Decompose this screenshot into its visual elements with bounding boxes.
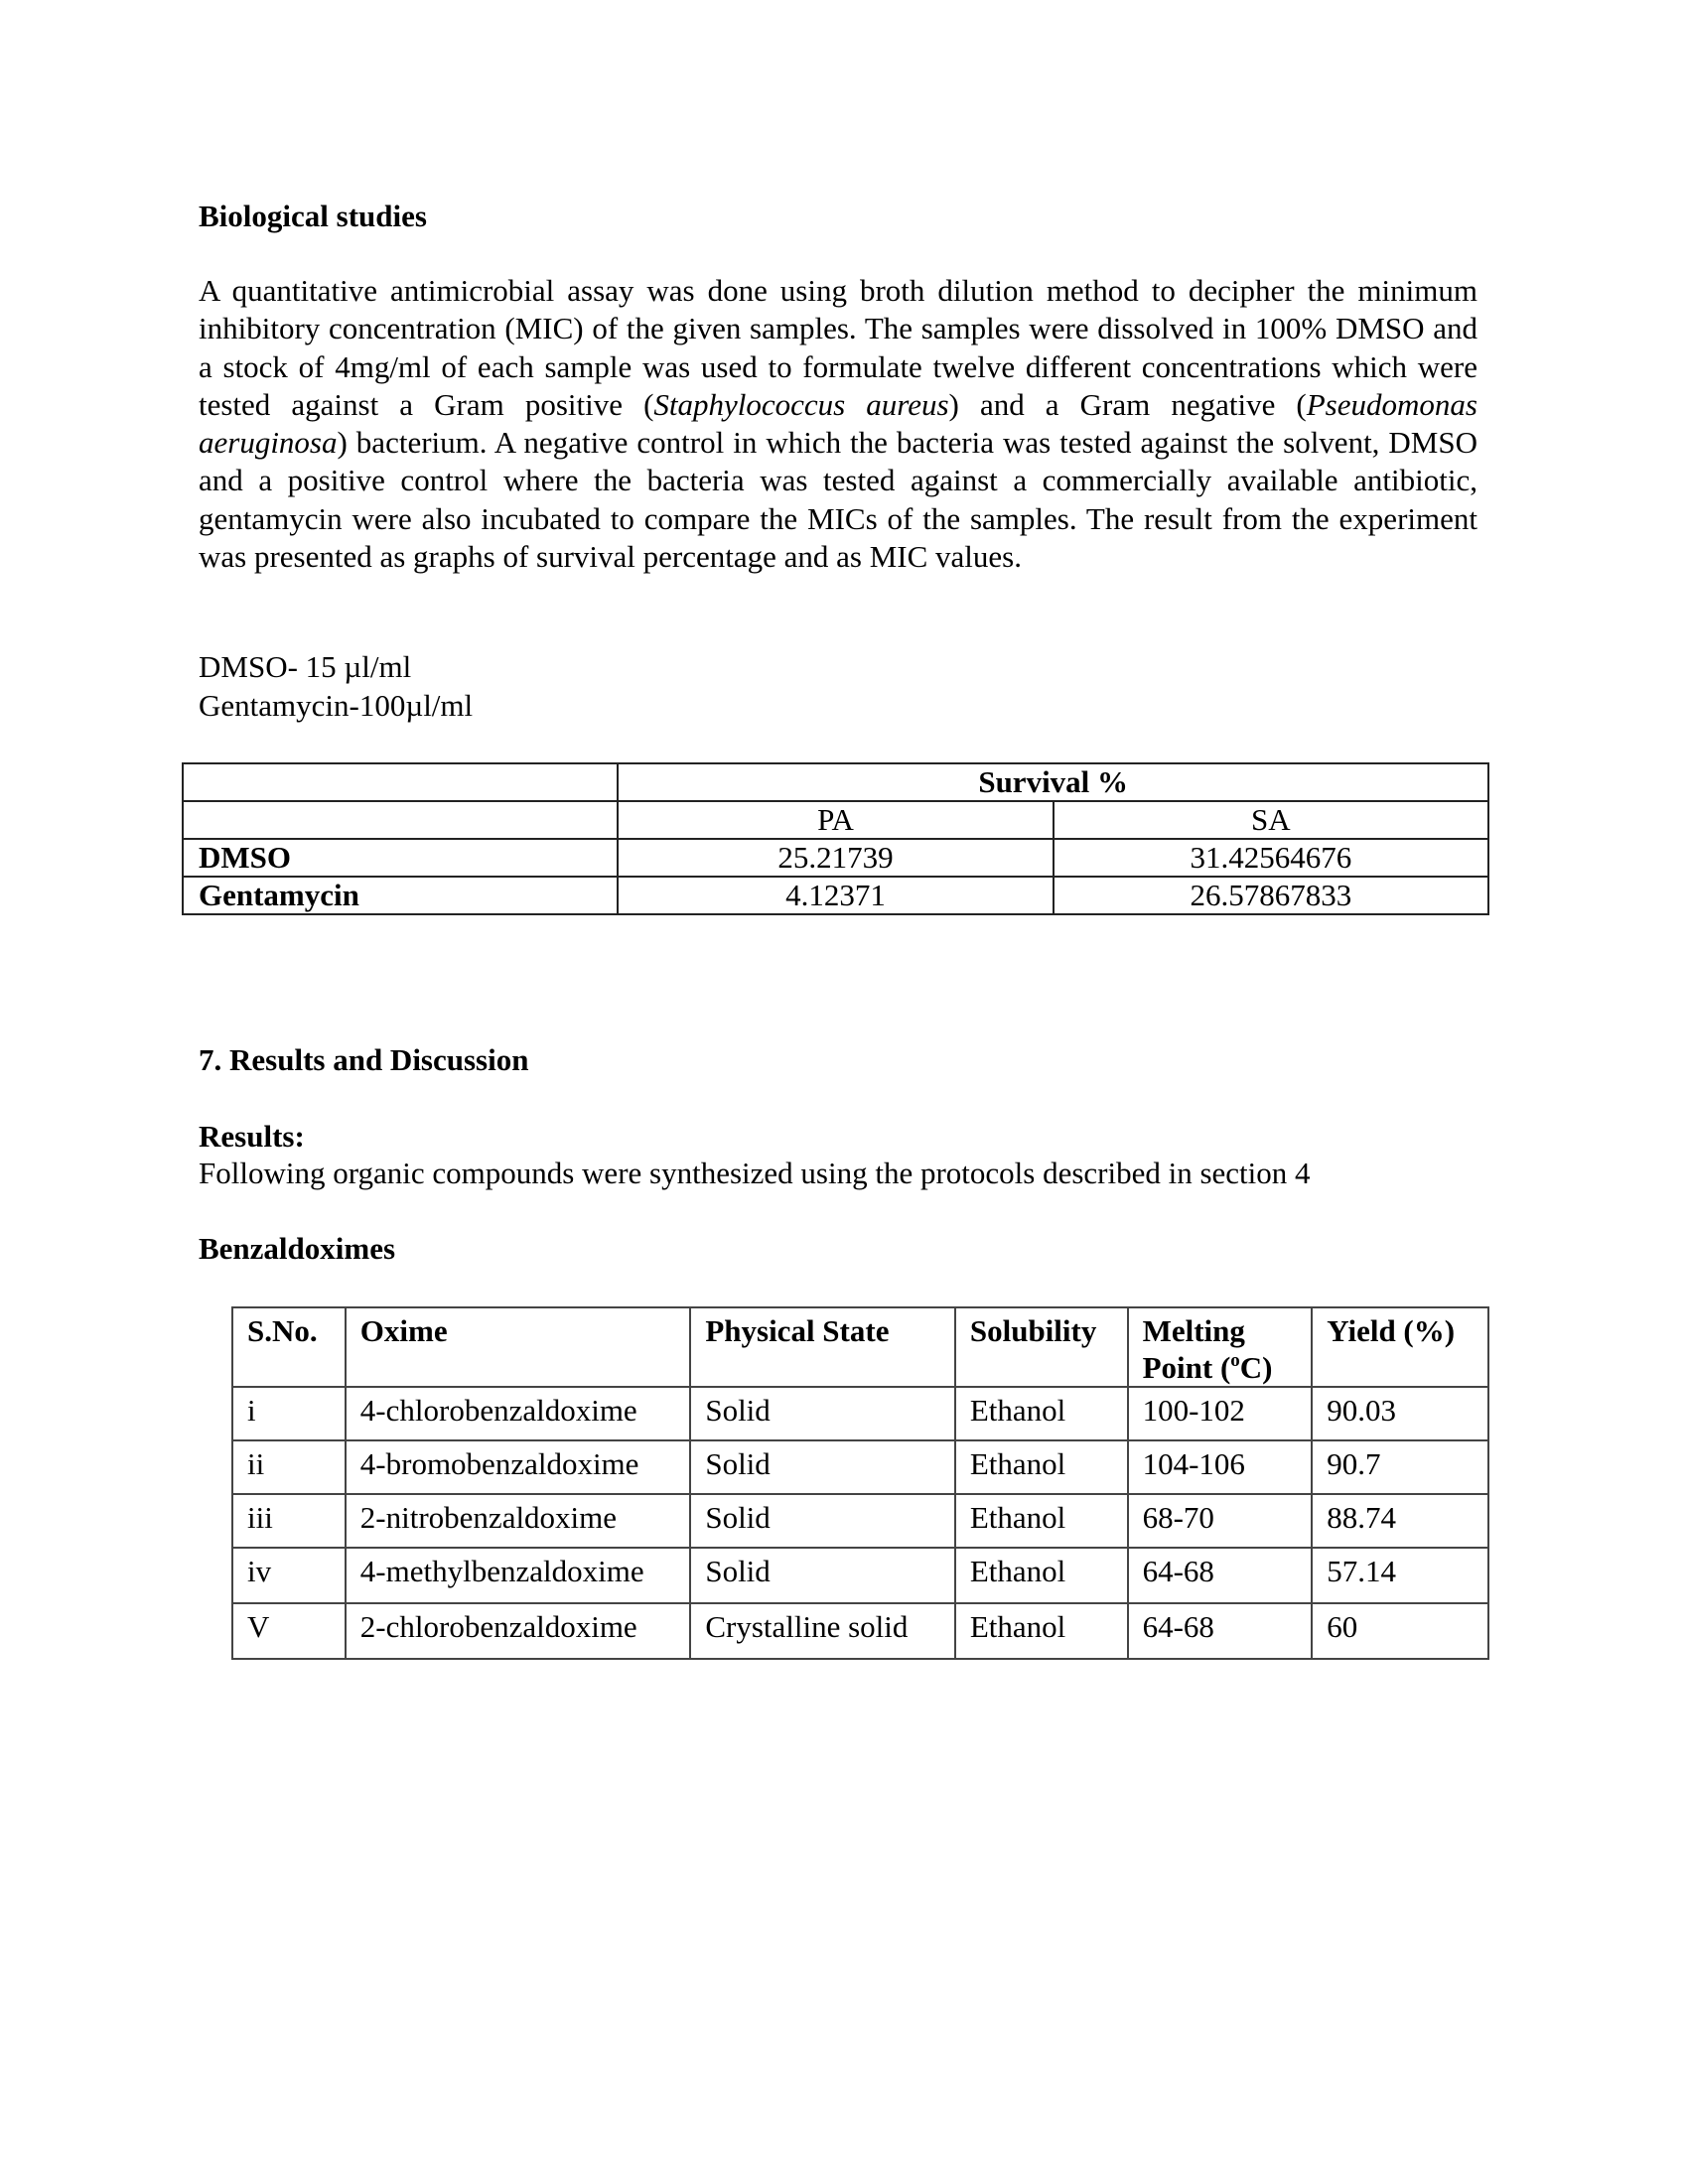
cell-melting-point: 100-102 <box>1128 1387 1313 1440</box>
paragraph-text-part-2: ) and a Gram negative ( <box>948 386 1307 422</box>
cell-physical-state: Solid <box>690 1440 955 1494</box>
subheading-results: Results: <box>199 1119 305 1154</box>
row-label-dmso: DMSO <box>183 839 618 877</box>
cell-sno: i <box>232 1387 346 1440</box>
cell-melting-point: 104-106 <box>1128 1440 1313 1494</box>
cell-solubility: Ethanol <box>955 1494 1128 1548</box>
melting-point-label-line1: Melting <box>1142 1313 1245 1348</box>
benzaldoximes-table <box>231 1306 1489 1660</box>
table-row <box>232 1440 1488 1494</box>
cell-physical-state: Solid <box>690 1387 955 1440</box>
cell-oxime: 4-chlorobenzaldoxime <box>346 1387 691 1440</box>
header-yield: Yield (%) <box>1312 1307 1488 1387</box>
cell-solubility: Ethanol <box>955 1603 1128 1659</box>
cell-oxime: 4-bromobenzaldoxime <box>346 1440 691 1494</box>
header-melting-point <box>1128 1307 1313 1387</box>
cell-sno: iv <box>232 1548 346 1603</box>
cell-solubility: Ethanol <box>955 1548 1128 1603</box>
cell-yield: 88.74 <box>1312 1494 1488 1548</box>
cell-sno: iii <box>232 1494 346 1548</box>
cell-solubility: Ethanol <box>955 1387 1128 1440</box>
assay-description-paragraph <box>199 272 1477 576</box>
cell-physical-state: Crystalline solid <box>690 1603 955 1659</box>
empty-cell <box>183 801 618 839</box>
empty-cell <box>183 763 618 801</box>
paragraph-text-part-3: ) bacterium. A negative control in which the bacteria was tested against the solvent, DMSO and a positive control where the bacteria was tested against a commercially available antibiotic, gentamycin were also incubated to compare the MICs of the samples. The result from the experiment was presented as graphs of survival percentage and as MIC values. <box>199 425 1477 575</box>
cell-oxime: 4-methylbenzaldoxime <box>346 1548 691 1603</box>
cell-solubility: Ethanol <box>955 1440 1128 1494</box>
cell-oxime: 2-chlorobenzaldoxime <box>346 1603 691 1659</box>
header-physical-state: Physical State <box>690 1307 955 1387</box>
cell-melting-point: 64-68 <box>1128 1548 1313 1603</box>
cell-melting-point: 68-70 <box>1128 1494 1313 1548</box>
cell-dmso-sa: 31.42564676 <box>1054 839 1488 877</box>
table-row <box>232 1548 1488 1603</box>
table-row <box>232 1494 1488 1548</box>
survival-group-header: Survival % <box>618 763 1488 801</box>
survival-table-group-header-row <box>183 763 1488 801</box>
melting-point-unit: C) <box>1239 1350 1273 1385</box>
table-row <box>183 877 1488 914</box>
section-heading-results-discussion: 7. Results and Discussion <box>199 1042 529 1077</box>
cell-oxime: 2-nitrobenzaldoxime <box>346 1494 691 1548</box>
cell-yield: 90.03 <box>1312 1387 1488 1440</box>
melting-point-label-line2: Point ( <box>1142 1350 1231 1385</box>
organism-gram-negative: Pseudomonas aeruginosa <box>199 386 1477 461</box>
organism-gram-positive: Staphylococcus aureus <box>653 386 949 422</box>
header-oxime: Oxime <box>346 1307 691 1387</box>
table-title-benzaldoximes: Benzaldoximes <box>199 1231 396 1266</box>
cell-sno: ii <box>232 1440 346 1494</box>
cell-sno: V <box>232 1603 346 1659</box>
header-sno: S.No. <box>232 1307 346 1387</box>
section-heading-biological-studies: Biological studies <box>199 199 427 233</box>
cell-physical-state: Solid <box>690 1548 955 1603</box>
row-label-gentamycin: Gentamycin <box>183 877 618 914</box>
table-row <box>232 1387 1488 1440</box>
degree-superscript: o <box>1230 1350 1240 1371</box>
header-solubility: Solubility <box>955 1307 1128 1387</box>
cell-gentamycin-sa: 26.57867833 <box>1054 877 1488 914</box>
column-header-pa: PA <box>618 801 1053 839</box>
survival-table-column-header-row <box>183 801 1488 839</box>
paragraph-text-part-1: A quantitative antimicrobial assay was done using broth dilution method to decipher the minimum inhibitory concentration (MIC) of the given samples. The samples were dissolved in 100% DMSO and a stock of 4mg/ml of each sample was used to formulate twelve different concentrations which were tested against a Gram positive ( <box>199 273 1477 422</box>
cell-yield: 60 <box>1312 1603 1488 1659</box>
cell-melting-point: 64-68 <box>1128 1603 1313 1659</box>
results-intro-text: Following organic compounds were synthesized using the protocols described in section 4 <box>199 1156 1311 1190</box>
table-row <box>183 839 1488 877</box>
cell-gentamycin-pa: 4.12371 <box>618 877 1053 914</box>
gentamycin-concentration: Gentamycin-100µl/ml <box>199 688 474 723</box>
cell-yield: 57.14 <box>1312 1548 1488 1603</box>
dmso-concentration: DMSO- 15 µl/ml <box>199 649 412 684</box>
cell-physical-state: Solid <box>690 1494 955 1548</box>
table-row <box>232 1603 1488 1659</box>
survival-table <box>182 762 1489 915</box>
column-header-sa: SA <box>1054 801 1488 839</box>
table-header-row <box>232 1307 1488 1387</box>
cell-dmso-pa: 25.21739 <box>618 839 1053 877</box>
cell-yield: 90.7 <box>1312 1440 1488 1494</box>
